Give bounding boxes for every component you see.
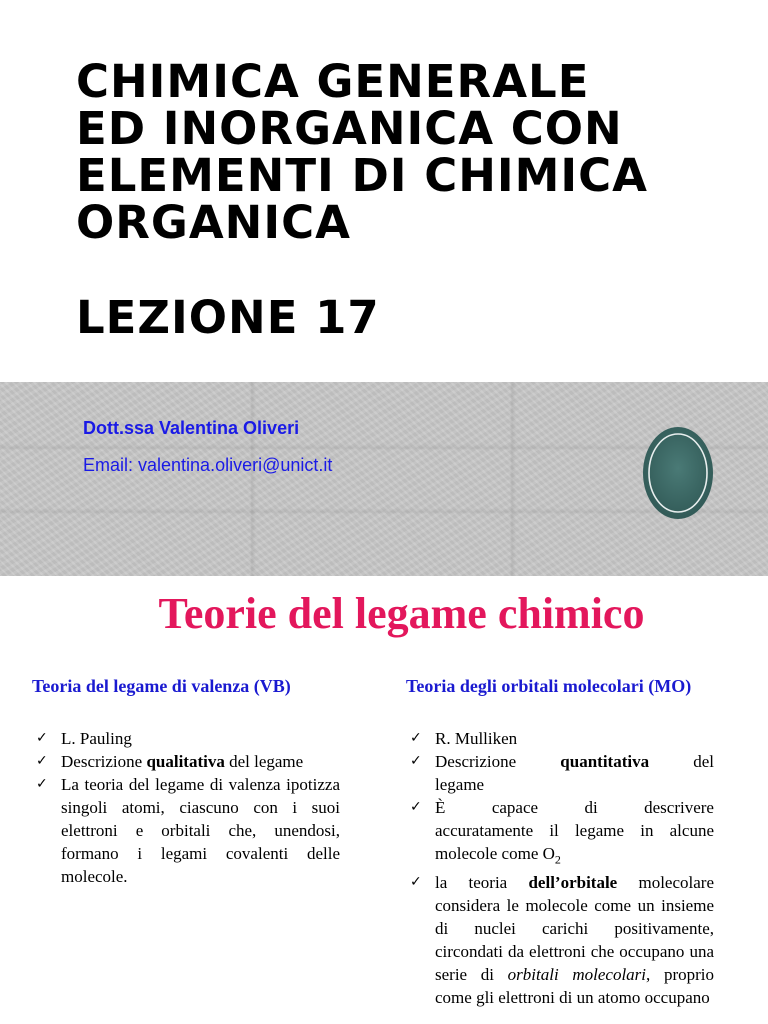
item-text-part: legame [435, 775, 485, 794]
item-text-part: di [584, 798, 598, 817]
item-text-part: Descrizione [435, 752, 517, 771]
item-emphasis: qualitativa [146, 752, 225, 771]
list-item [410, 750, 714, 796]
checkmark-icon: ✓ [36, 730, 48, 746]
item-text-part: capace [491, 798, 539, 817]
checkmark-icon: ✓ [36, 753, 48, 769]
course-title-line: ORGANICA [76, 196, 351, 249]
item-text-part: del [693, 752, 714, 771]
item-text-part: molecolare considera le molecole come un insieme di nuclei carichi positivamente, circondati da elettroni che occupano una serie di [435, 873, 714, 985]
slide-title: Teorie del legame chimico [158, 589, 645, 638]
item-text-part: Descrizione [61, 752, 147, 771]
mo-bullet-list [410, 727, 714, 1009]
item-text [435, 750, 714, 773]
item-text-part: , proprio come gli elettroni di un atomo occupano [435, 965, 714, 1008]
item-text: La teoria del legame di valenza ipotizza singoli atomi, ciascuno con i suoi elettroni e orbitali che, unendosi, formano i legami covalenti delle molecole. [61, 775, 340, 886]
item-text-part: È [435, 798, 446, 817]
item-text [435, 873, 714, 1007]
checkmark-icon: ✓ [410, 874, 422, 891]
checkmark-icon: ✓ [36, 776, 48, 792]
item-text-part: descrivere [644, 798, 714, 817]
item-text [435, 796, 714, 819]
course-title-line: ELEMENTI DI CHIMICA [76, 149, 649, 202]
lesson-number: LEZIONE 17 [76, 291, 380, 344]
item-text-part: la teoria [435, 873, 529, 893]
course-title-line: ED INORGANICA CON [76, 102, 623, 155]
list-item [410, 871, 714, 1009]
list-item [410, 727, 714, 750]
list-item [36, 773, 340, 888]
checkmark-icon: ✓ [410, 753, 422, 769]
oval-emblem-icon [640, 424, 716, 522]
item-text-part: accuratamente il legame in alcune molecole come O [435, 821, 714, 863]
vb-column-heading: Teoria del legame di valenza (VB) [32, 676, 291, 696]
item-emphasis: quantitativa [560, 752, 650, 771]
item-text-continuation [435, 819, 714, 871]
list-item [36, 750, 340, 773]
item-text: L. Pauling [61, 729, 132, 748]
checkmark-icon: ✓ [410, 799, 422, 815]
item-emphasis: dell’orbitale [528, 873, 618, 893]
item-italic: orbitali molecolari [507, 965, 647, 985]
item-text: R. Mulliken [435, 729, 518, 748]
list-item [36, 727, 340, 750]
item-text [61, 750, 340, 773]
author-email[interactable]: Email: valentina.oliveri@unict.it [83, 455, 333, 475]
mo-column-heading: Teoria degli orbitali molecolari (MO) [406, 676, 692, 696]
item-text-part: del legame [224, 752, 304, 771]
course-title-line: CHIMICA GENERALE [76, 55, 590, 108]
checkmark-icon: ✓ [410, 730, 422, 746]
list-item [410, 796, 714, 871]
content-slide [0, 576, 768, 1024]
oxygen-subscript: 2 [554, 852, 561, 867]
course-title [76, 55, 756, 249]
author-name: Dott.ssa Valentina Oliveri [83, 418, 300, 438]
vb-bullet-list [36, 727, 340, 888]
